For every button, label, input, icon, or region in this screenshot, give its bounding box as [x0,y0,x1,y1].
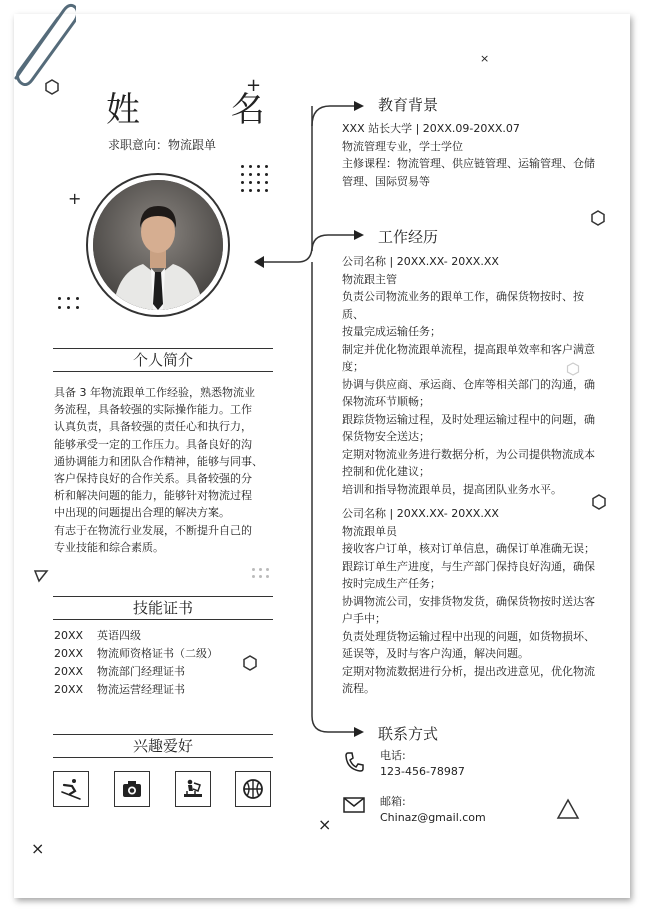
school-line: XXX 站长大学 | 20XX.09-20XX.07 [342,122,520,135]
cert-row: 20XX 英语四级 [54,629,141,642]
camera-icon [114,771,150,807]
about-text: 具备 3 年物流跟单工作经验，熟悉物流业 务流程，具备较强的实际操作能力。工作 认真负责，具备较强的责任心和执行力， 能够承受一定的工作压力。具备良好的沟 通协调能力和团队合作精神，能够与同事、 客户保持良好的合作关系。具备较强的分 析和解决问题的能力，能够针对物流过程 中出现的问题提出合理的解决方案。 有志于在物流行业发展，不断提升自己的 专业技能和综合素质。 [54,386,263,554]
job-1: 公司名称 | 20XX.XX- 20XX.XX 物流跟主管 负责公司物流业务的跟单工作，确保货物按时、按质、 按量完成运输任务； 制定并优化物流跟单流程，提高跟单效率和客户满意 度； 协调与供应商、承运商、仓库等相关部门的沟通，确 保物流环节顺畅； 跟踪货物运输过程，及时处理运输过程中的问题，确 保货物安全送达； 定期对物流业务进行数据分析，为公司提供物流成本 控制和优化建议； 培训和指导物流跟单员，提高团队业务水平。 [342,253,602,498]
mail-icon [343,797,365,813]
dot-pattern [58,297,79,309]
cross-mark: × [31,839,45,858]
degree: 物流管理专业，学士学位 [342,139,463,153]
work-title: 工作经历 [378,228,439,246]
phone-number: 123-456-78987 [380,765,465,778]
job-header: 公司名称 | 20XX.XX- 20XX.XX [342,255,499,268]
basketball-icon [235,771,271,807]
cert-row: 20XX 物流部门经理证书 [54,665,185,678]
email-label: 邮箱: [380,795,406,808]
cross-mark: × [318,815,332,834]
triangle-mark [556,798,580,820]
cert-row: 20XX 物流运营经理证书 [54,683,185,696]
about-section-header: 个人简介 [53,348,273,372]
phone-icon [344,751,364,773]
cross-mark: × [480,52,490,65]
candidate-name: 姓 名 [106,90,305,130]
education-title: 教育背景 [378,96,439,114]
plus-mark: + [246,75,262,96]
education-content: XXX 站长大学 | 20XX.09-20XX.07 物流管理专业，学士学位 主修课程：物流管理、供应链管理、运输管理、仓储 管理、国际贸易等 [342,120,602,190]
phone-label: 电话: [380,749,406,762]
hexagon-mark [590,210,606,226]
hexagon-mark [44,79,60,95]
job-2: 公司名称 | 20XX.XX- 20XX.XX 物流跟单员 接收客户订单，核对订单信息，确保订单准确无误； 跟踪订单生产进度，与生产部门保持良好沟通，确保 按时完成生产任务； 协调物流公司，安排货物发货，确保货物按时送达客 户手中； 负责处理货物运输过程中出现的问题，如货物损坏、 延误等，及时与客户沟通，解决问题。 定期对物流数据进行分析，提出改进意见，优化物流 流程。 [342,505,602,698]
job-intent: 求职意向：物流跟单 [108,138,217,152]
phone-block [380,748,465,780]
cert-row: 20XX 物流师资格证书（二级） [54,647,218,660]
skills-section-header: 技能证书 [53,596,273,620]
plus-mark: + [68,189,82,208]
profile-photo [93,180,223,310]
email-block [380,794,486,826]
reading-icon [175,771,211,807]
job-role: 物流跟主管 [342,272,397,286]
hobbies-section-header: 兴趣爱好 [53,734,273,758]
paperclip-icon [6,0,76,86]
triangle-mark [33,569,49,583]
email-address[interactable]: Chinaz@gmail.com [380,811,486,824]
contact-title: 联系方式 [378,725,439,743]
job-header: 公司名称 | 20XX.XX- 20XX.XX [342,507,499,520]
skiing-icon [53,771,89,807]
job-role: 物流跟单员 [342,524,397,538]
